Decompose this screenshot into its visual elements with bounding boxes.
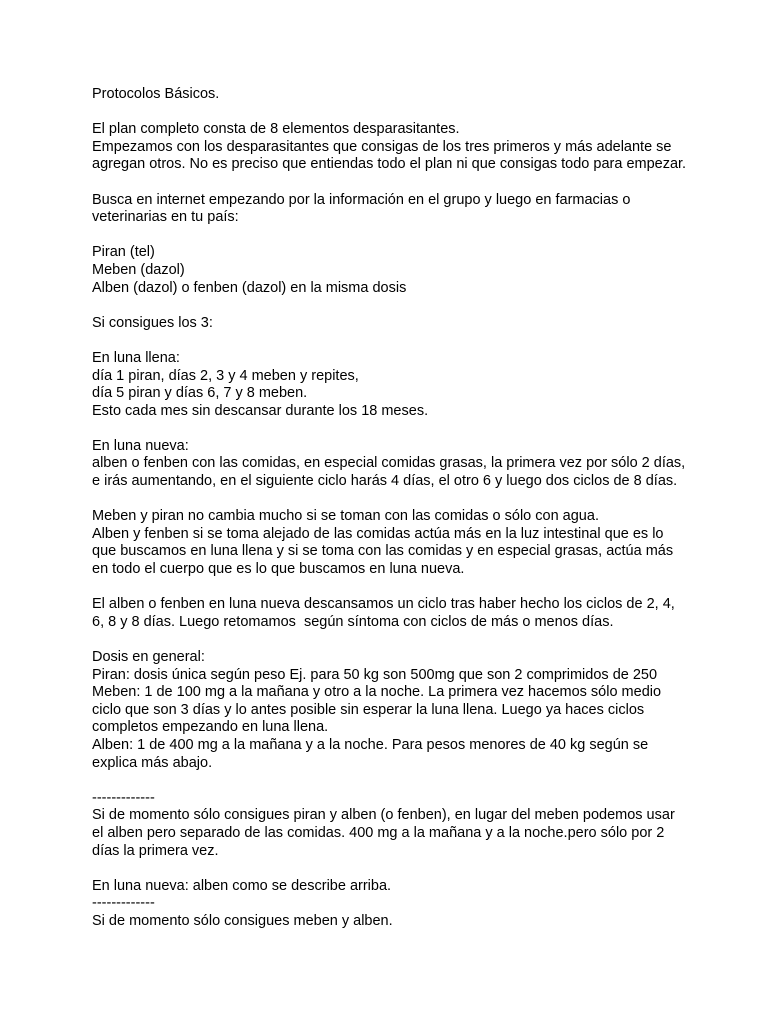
paragraph [92,508,688,578]
paragraph [92,790,688,860]
paragraph [92,878,688,931]
text-line: Piran (tel) [92,244,155,261]
text-line: 6, 8 y 8 días. Luego retomamos según síntoma con ciclos de más o menos días. [92,613,614,630]
text-line: ------------- [92,789,155,806]
document-body [92,104,688,931]
text-line: e irás aumentando, en el siguiente ciclo harás 4 días, el otro 6 y luego dos ciclos de 8 días. [92,473,678,490]
text-line: Meben (dazol) [92,261,185,278]
paragraph-gap [92,579,688,597]
text-line: Alben (dazol) o fenben (dazol) en la misma dosis [92,279,407,296]
text-line: Alben y fenben si se toma alejado de las comidas actúa más en la luz intestinal que es lo [92,525,664,542]
text-line: En luna nueva: alben como se describe arriba. [92,877,392,894]
paragraph [92,315,688,333]
text-line: Esto cada mes sin descansar durante los 18 meses. [92,402,429,419]
paragraph [92,649,688,772]
text-line: Alben: 1 de 400 mg a la mañana y a la noche. Para pesos menores de 40 kg según se [92,736,649,753]
text-line: Si de momento sólo consigues meben y alben. [92,912,393,929]
text-line: Busca en internet empezando por la información en el grupo y luego en farmacias o [92,191,631,208]
paragraph [92,350,688,420]
document-title: Protocolos Básicos. [92,86,220,102]
text-line: En luna llena: [92,349,180,366]
paragraph-gap [92,297,688,315]
paragraph-gap [92,174,688,192]
paragraph [92,596,688,631]
text-line: el alben pero separado de las comidas. 400 mg a la mañana y a la noche.pero sólo por 2 [92,824,665,841]
text-line: Empezamos con los desparasitantes que consigas de los tres primeros y más adelante se [92,138,672,155]
paragraph-gap [92,104,688,122]
text-line: ------------- [92,895,155,912]
paragraph-gap [92,491,688,509]
text-line: agregan otros. No es preciso que entiendas todo el plan ni que consigas todo para empezar. [92,156,687,173]
paragraph-gap [92,860,688,878]
paragraph [92,244,688,297]
paragraph [92,438,688,491]
text-line: El plan completo consta de 8 elementos desparasitantes. [92,121,460,138]
text-line: día 1 piran, días 2, 3 y 4 meben y repites, [92,367,359,384]
paragraph-gap [92,772,688,790]
text-line: día 5 piran y días 6, 7 y 8 meben. [92,385,308,402]
paragraph-gap [92,420,688,438]
paragraph-gap [92,332,688,350]
text-line: Meben: 1 de 100 mg a la mañana y otro a la noche. La primera vez hacemos sólo medio [92,684,662,701]
text-line: alben o fenben con las comidas, en especial comidas grasas, la primera vez por sólo 2 días, [92,455,686,472]
text-line: Dosis en general: [92,649,205,665]
text-line: en todo el cuerpo que es lo que buscamos en luna nueva. [92,561,465,578]
text-line: Piran: dosis única según peso Ej. para 50 kg son 500mg que son 2 comprimidos de 250 [92,666,658,683]
text-line: veterinarias en tu país: [92,209,239,226]
paragraph [92,192,688,227]
text-line: Meben y piran no cambia mucho si se toman con las comidas o sólo con agua. [92,508,599,525]
paragraph-gap [92,227,688,245]
text-line: En luna nueva: [92,437,189,454]
text-line: que buscamos en luna llena y si se toma con las comidas y en especial grasas, actúa más [92,543,674,560]
paragraph-gap [92,631,688,649]
text-line: días la primera vez. [92,842,219,859]
text-line: ciclo que son 3 días y lo antes posible sin esperar la luna llena. Luego ya haces ciclos [92,701,645,718]
text-line: El alben o fenben en luna nueva descansamos un ciclo tras haber hecho los ciclos de 2, 4, [92,596,675,613]
paragraph [92,121,688,174]
text-line: Si de momento sólo consigues piran y alben (o fenben), en lugar del meben podemos usar [92,807,675,824]
text-line: explica más abajo. [92,754,213,771]
text-line: completos empezando en luna llena. [92,719,329,736]
text-line: Si consigues los 3: [92,314,213,331]
